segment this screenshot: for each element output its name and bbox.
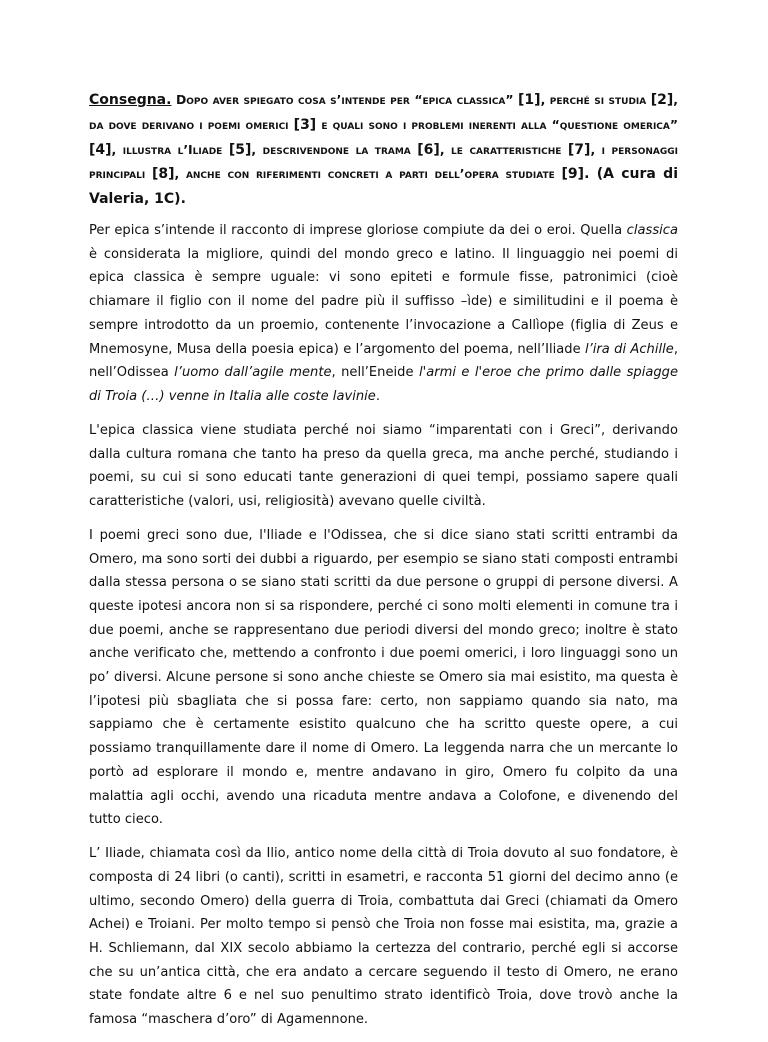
assignment-number-1: [1]: [518, 92, 541, 108]
assignment-number-8: [8]: [151, 166, 175, 183]
p1-text-a: Per epica s’intende il racconto di imprese gloriose compiute da dei o eroi. Quella: [89, 222, 627, 238]
assignment-label: Consegna.: [89, 92, 172, 108]
assignment-text-4: e quali sono i problemi inerenti alla “questione omerica”: [316, 116, 679, 132]
p1-text-e: , nell’Odissea: [89, 341, 679, 381]
assignment-number-6: [6]: [417, 141, 440, 158]
assignment-number-2: [2]: [650, 92, 674, 108]
assignment-number-3: [3]: [293, 116, 317, 133]
assignment-text-8: , i personaggi principali: [89, 141, 678, 182]
assignment-number-7: [7]: [567, 141, 591, 158]
p1-text-c: è considerata la migliore, quindi del mondo greco e latino. Il linguaggio nei poemi di epica classica è sempre uguale: vi sono epiteti e formule fisse, patronimici (cioè chiamare il figlio con il nome del padre più il suffisso –ìde) e similitudini e il poema è sempre introdotto da un proemio, contenente l’invocazione a Callìope (figlia di Zeus e Mnemosyne, Musa della poesia epica) e l’argomento del poema, nell’Iliade: [89, 246, 678, 357]
paragraph-epica-definition: [89, 219, 678, 409]
assignment-number-5: [5]: [228, 141, 252, 158]
assignment-text-5: , illustra l’Iliade: [111, 141, 229, 157]
assignment-number-9: [9]: [561, 166, 585, 183]
assignment-text-6: , descrivendone la trama: [251, 141, 418, 157]
paragraph-why-study: L'epica classica viene studiata perché noi siamo “imparentati con i Greci”, derivando dalla cultura romana che tanto ha preso da quella greca, ma anche perché, studiando i poemi, su cui si sono educati tante generazioni di quei tempi, possiamo sapere quali caratteristiche (valori, usi, religiosità) avevano quelle civiltà.: [89, 422, 678, 509]
p1-text-i: .: [375, 388, 381, 404]
assignment-text-1: Dopo aver spiegato cosa s’intende per “epica classica”: [175, 92, 519, 107]
assignment-heading: [89, 88, 678, 212]
p1-emphasis-classica: classica: [626, 222, 678, 238]
assignment-author: . (A cura di Valeria, 1C).: [89, 166, 678, 208]
assignment-text-7: , le caratteristiche: [439, 141, 568, 157]
assignment-number-4: [4]: [89, 141, 112, 158]
assignment-text-2: , perché si studia: [540, 92, 651, 107]
p1-emphasis-eneide: l'armi e l'eroe che primo dalle spiagge di Troia (…) venne in Italia alle coste lavinie: [89, 365, 679, 404]
assignment-text-9: , anche con riferimenti concreti a parti dell’opera studiate: [174, 166, 562, 182]
assignment-text-3: , da dove derivano i poemi omerici: [89, 92, 678, 132]
paragraph-iliad: L’ Iliade, chiamata così da Ilio, antico nome della città di Troia dovuto al suo fondatore, è composta di 24 libri (o canti), scritti in esametri, e racconta 51 giorni del decimo anno (e ultimo, secondo Omero) della guerra di Troia, combattuta dai Greci (chiamati da Omero Achei) e Troiani. Per molto tempo si pensò che Troia non fosse mai esistita, ma, grazie a H. Schliemann, dal XIX secolo abbiamo la certezza del contrario, perché egli si accorse che su un’antica città, che era andato a cercare seguendo il testo di Omero, ne erano state fondate altre 6 e nel suo penultimo strato identificò Troia, dove trovò anche la famosa “maschera d’oro” di Agamennone.: [89, 846, 678, 1028]
p1-emphasis-odissea: l’uomo dall’agile mente: [174, 365, 332, 381]
p1-emphasis-iliade: l’ira di Achille: [584, 341, 674, 357]
p1-text-g: , nell’Eneide: [331, 365, 419, 381]
document-page: [89, 88, 678, 1042]
paragraph-homeric-question: I poemi greci sono due, l'Iliade e l'Odissea, che si dice siano stati scritti entrambi da Omero, ma sono sorti dei dubbi a riguardo, per esempio se siano stati composti entrambi dalla stessa persona o se siano stati scritti da due persone o gruppi di persone diversi. A queste ipotesi ancora non si sa rispondere, perché ci sono molti elementi in comune tra i due poemi, anche se rappresentano due periodi diversi del mondo greco; inoltre è stato anche verificato che, mettendo a confronto i due poemi omerici, i loro linguaggi sono un po’ diversi. Alcune persone si sono anche chieste se Omero sia mai esistito, ma questa è l’ipotesi più sbagliata che si possa fare: certo, non sappiamo quando sia nato, ma sappiamo che è certamente esistito qualcuno che ha scritto queste opere, a cui possiamo tranquillamente dare il nome di Omero. La leggenda narra che un mercante lo portò ad esplorare il mondo e, mentre andavano in giro, Omero fu colpito da una malattia agli occhi, avendo una ricaduta mentre andava a Colofone, e divenendo del tutto cieco.: [89, 527, 678, 828]
